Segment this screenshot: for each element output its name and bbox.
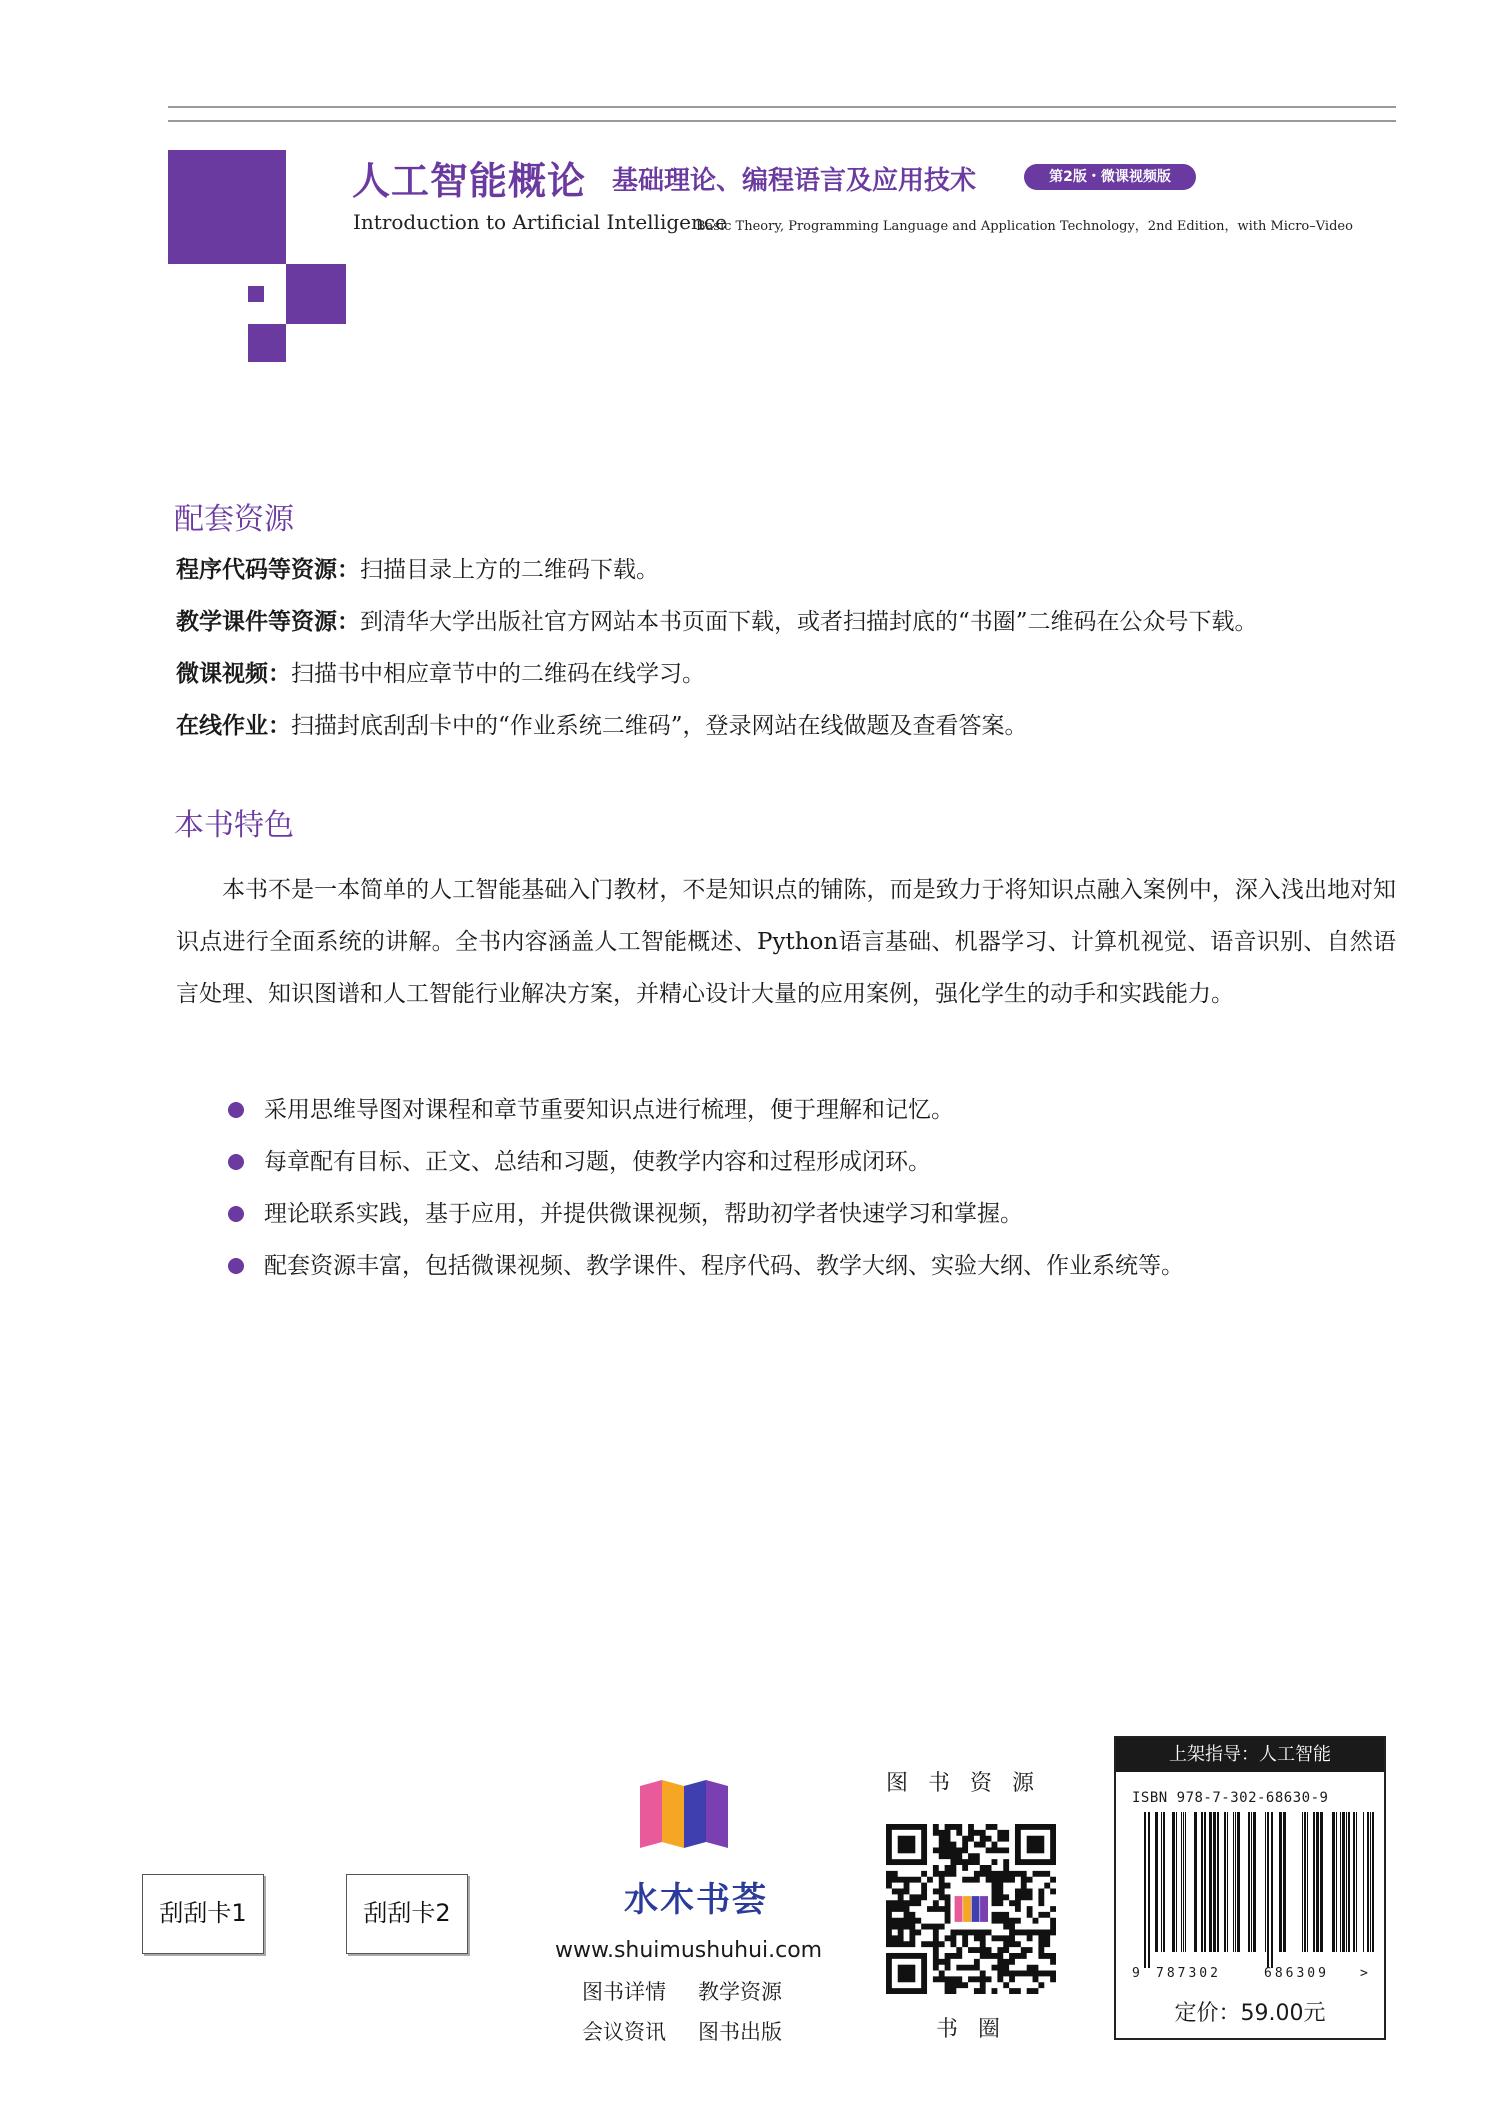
bullet-icon bbox=[228, 1154, 244, 1170]
bullet-text: 采用思维导图对课程和章节重要知识点进行梳理，便于理解和记忆。 bbox=[264, 1097, 954, 1123]
isbn-text: ISBN 978-7-302-68630-9 bbox=[1132, 1790, 1329, 1806]
features-heading: 本书特色 bbox=[174, 808, 294, 843]
resource-text: 到清华大学出版社官方网站本书页面下载，或者扫描封底的“书圈”二维码在公众号下载。 bbox=[360, 609, 1258, 635]
top-rule bbox=[168, 106, 1396, 108]
list-item bbox=[228, 1240, 1184, 1292]
list-item bbox=[228, 1188, 1184, 1240]
publisher-logo-icon bbox=[638, 1776, 730, 1854]
list-item bbox=[228, 1136, 1184, 1188]
qr-bottom-label: 书圈 bbox=[936, 2017, 1021, 2042]
publisher-link: 教学资源 bbox=[698, 1980, 782, 2004]
top-rule-2 bbox=[168, 120, 1396, 122]
resource-label: 教学课件等资源： bbox=[176, 608, 360, 635]
resource-text: 扫描书中相应章节中的二维码在线学习。 bbox=[291, 661, 705, 687]
resource-label: 程序代码等资源： bbox=[176, 556, 360, 583]
bullet-icon bbox=[228, 1258, 244, 1274]
edition-badge: 第2版・微课视频版 bbox=[1024, 164, 1196, 190]
publisher-link: 会议资讯 bbox=[582, 2020, 666, 2044]
features-list bbox=[228, 1084, 1184, 1292]
barcode-digits-left: 787302 bbox=[1156, 1966, 1221, 1981]
barcode-digits-right: 686309 bbox=[1264, 1966, 1329, 1981]
resource-line bbox=[176, 603, 1258, 636]
bullet-text: 每章配有目标、正文、总结和习题，使教学内容和过程形成闭环。 bbox=[264, 1149, 931, 1175]
features-paragraph: 本书不是一本简单的人工智能基础入门教材，不是知识点的铺陈，而是致力于将知识点融入案例中，深入浅出地对知识点进行全面系统的讲解。全书内容涵盖人工智能概述、Python语言基础、机器学习、计算机视觉、语音识别、自然语言处理、知识图谱和人工智能行业解决方案，并精心设计大量的应用案例，强化学生的动手和实践能力。 bbox=[176, 877, 1396, 1007]
resource-line bbox=[176, 707, 1028, 740]
publisher-url: www.shuimushuhui.com bbox=[555, 1938, 823, 1963]
book-subtitle-en: Basic Theory, Programming Language and Application Technology，2nd Edition，with Micro–Video bbox=[696, 219, 1353, 234]
resource-line bbox=[176, 655, 705, 688]
book-subtitle: 基础理论、编程语言及应用技术 bbox=[612, 166, 977, 196]
bullet-text: 配套资源丰富，包括微课视频、教学课件、程序代码、教学大纲、实验大纲、作业系统等。 bbox=[264, 1253, 1184, 1279]
barcode-digit-first: 9 bbox=[1132, 1966, 1140, 1981]
bullet-icon bbox=[228, 1102, 244, 1118]
book-title: 人工智能概论 bbox=[352, 158, 587, 203]
publisher-name: 水木书荟 bbox=[624, 1880, 768, 1920]
barcode-digit-end: > bbox=[1360, 1966, 1368, 1981]
resources-heading: 配套资源 bbox=[174, 502, 294, 537]
resource-line bbox=[176, 551, 659, 584]
shelf-category: 上架指导：人工智能 bbox=[1116, 1738, 1384, 1772]
resource-text: 扫描封底刮刮卡中的“作业系统二维码”，登录网站在线做题及查看答案。 bbox=[291, 713, 1028, 739]
resource-text: 扫描目录上方的二维码下载。 bbox=[360, 557, 659, 583]
bullet-icon bbox=[228, 1206, 244, 1222]
resource-label: 在线作业： bbox=[176, 712, 291, 739]
scratch-card-2: 刮刮卡2 bbox=[346, 1874, 468, 1954]
qr-code-icon bbox=[886, 1824, 1056, 1994]
resource-label: 微课视频： bbox=[176, 660, 291, 687]
list-item bbox=[228, 1084, 1184, 1136]
qr-top-label: 图书资源 bbox=[885, 1771, 1054, 1796]
barcode-box bbox=[1114, 1736, 1386, 2040]
book-title-en: Introduction to Artificial Intelligence bbox=[353, 210, 727, 234]
barcode-icon bbox=[1144, 1812, 1374, 1968]
scratch-card-1: 刮刮卡1 bbox=[142, 1874, 264, 1954]
bullet-text: 理论联系实践，基于应用，并提供微课视频，帮助初学者快速学习和掌握。 bbox=[264, 1201, 1023, 1227]
price: 定价：59.00元 bbox=[1174, 2001, 1326, 2026]
publisher-link: 图书出版 bbox=[698, 2020, 782, 2044]
publisher-link: 图书详情 bbox=[582, 1980, 666, 2004]
